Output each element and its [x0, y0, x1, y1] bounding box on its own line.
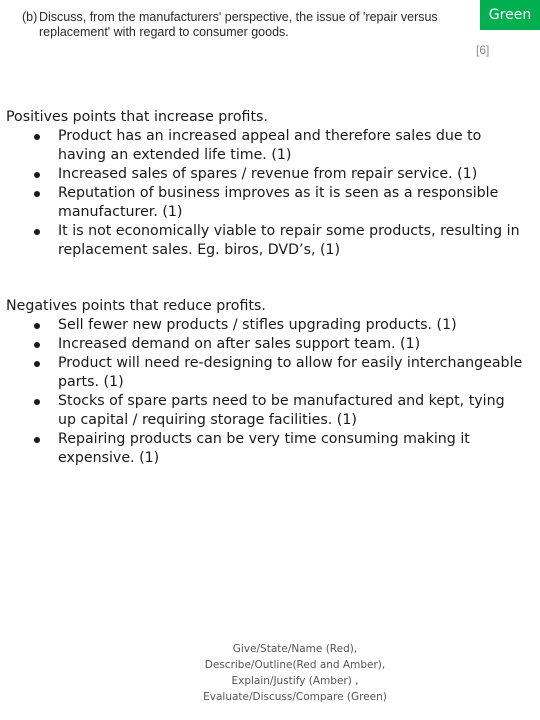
question-label: (b): [22, 10, 38, 24]
key-line-red-amber: Describe/Outline(Red and Amber),: [204, 659, 386, 671]
list-item: [6, 184, 526, 222]
bullet-icon: [34, 342, 40, 348]
negatives-section: [6, 297, 526, 468]
positives-title: Positives points that increase profits.: [6, 109, 268, 125]
list-item: [6, 127, 526, 165]
point-text: Product has an increased appeal and therefore sales due to having an extended life time. (1): [58, 128, 482, 163]
positives-list: [6, 127, 526, 260]
point-text: It is not economically viable to repair some products, resulting in replacement sales. Eg. biros, DVD’s, (1): [58, 223, 520, 258]
point-text: Stocks of spare parts need to be manufactured and kept, tying up capital / requiring storage facilities. (1): [58, 393, 505, 428]
bullet-icon: [34, 172, 40, 178]
bullet-icon: [34, 399, 40, 405]
bullet-icon: [34, 191, 40, 197]
list-item: [6, 354, 526, 392]
question-text: Discuss, from the manufacturers' perspective, the issue of 'repair versus replacement' with regard to consumer goods.: [39, 10, 438, 39]
point-text: Sell fewer new products / stifles upgrading products. (1): [58, 317, 457, 333]
bullet-icon: [34, 134, 40, 140]
key-line-green: Evaluate/Discuss/Compare (Green): [203, 691, 387, 703]
key-line-red: Give/State/Name (Red),: [232, 643, 358, 655]
command-word-badge: Green: [480, 0, 540, 30]
point-text: Repairing products can be very time consuming making it expensive. (1): [58, 431, 470, 466]
negatives-title: Negatives points that reduce profits.: [6, 298, 266, 314]
list-item: [6, 335, 526, 354]
list-item: [6, 430, 526, 468]
command-word-key: [190, 641, 400, 705]
point-text: Product will need re-designing to allow for easily interchangeable parts. (1): [58, 355, 523, 390]
bullet-icon: [34, 229, 40, 235]
bullet-icon: [34, 437, 40, 443]
key-line-amber: Explain/Justify (Amber) ,: [231, 675, 359, 687]
bullet-icon: [34, 323, 40, 329]
list-item: [6, 222, 526, 260]
point-text: Increased demand on after sales support team. (1): [58, 336, 421, 352]
marks-label: [6]: [476, 43, 490, 57]
list-item: [6, 392, 526, 430]
list-item: [6, 165, 526, 184]
question-block: [22, 10, 442, 40]
positives-section: [6, 108, 526, 260]
bullet-icon: [34, 361, 40, 367]
point-text: Increased sales of spares / revenue from repair service. (1): [58, 166, 478, 182]
list-item: [6, 316, 526, 335]
negatives-list: [6, 316, 526, 468]
point-text: Reputation of business improves as it is seen as a responsible manufacturer. (1): [58, 185, 499, 220]
